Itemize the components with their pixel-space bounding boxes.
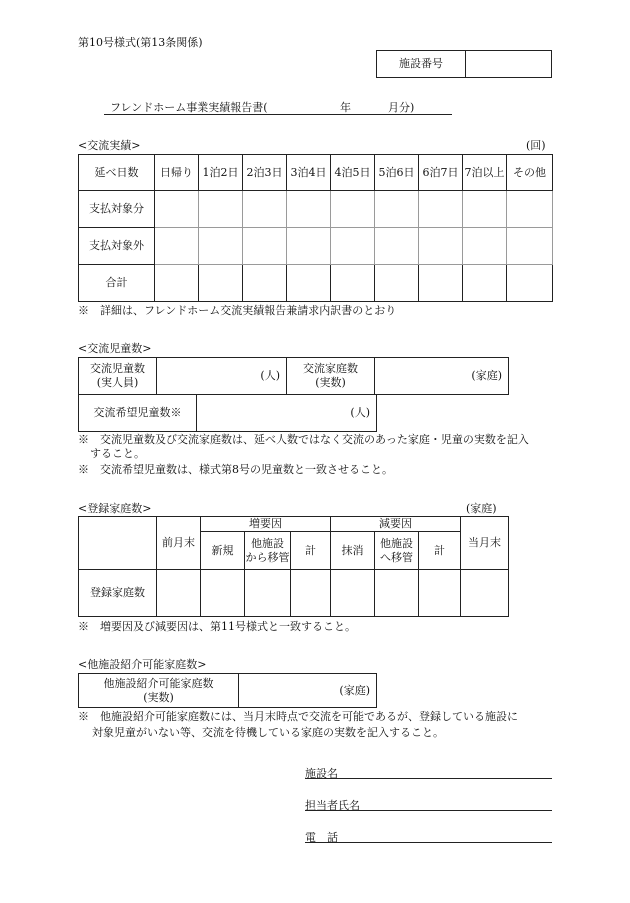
referral-table — [78, 673, 377, 708]
col-header: その他 — [507, 155, 553, 191]
row-label: 支払対象外 — [79, 228, 155, 265]
to-other-header: 他施設 へ移管 — [375, 532, 419, 570]
row-label: 合計 — [79, 265, 155, 302]
table-row — [79, 570, 509, 617]
hope-table — [78, 394, 377, 432]
input-cell[interactable] — [507, 191, 553, 228]
col-header: 3泊4日 — [287, 155, 331, 191]
input-cell[interactable] — [199, 228, 243, 265]
from-other-header: 他施設 から移管 — [245, 532, 291, 570]
referral-label: 他施設紹介可能家庭数 (実数) — [79, 674, 239, 708]
input-cell[interactable] — [243, 191, 287, 228]
hope-count-label: 交流希望児童数※ — [79, 395, 197, 432]
input-cell[interactable] — [419, 228, 463, 265]
input-cell[interactable] — [463, 191, 507, 228]
family-count-input[interactable] — [375, 358, 509, 395]
input-cell[interactable] — [199, 191, 243, 228]
person-field[interactable] — [305, 797, 552, 811]
input-cell[interactable] — [201, 570, 245, 617]
current-month-header: 当月末 — [461, 517, 509, 570]
input-cell[interactable] — [243, 265, 287, 302]
referral-note-line2: 対象児童がいない等、交流を待機している家庭の実数を記入すること。 — [92, 726, 444, 739]
children-note1-line1: ※ 交流児童数及び交流家庭数は、延べ人数ではなく交流のあった家庭・児童の実数を記入 — [78, 433, 529, 446]
title-main: フレンドホーム事業実績報告書( — [110, 101, 268, 114]
input-cell[interactable] — [287, 228, 331, 265]
input-cell[interactable] — [375, 570, 419, 617]
referral-input[interactable] — [239, 674, 377, 708]
title-underline — [104, 98, 452, 115]
form-number: 第10号様式(第13条関係) — [78, 36, 203, 49]
input-cell[interactable] — [287, 265, 331, 302]
children-heading: <交流児童数> — [78, 342, 152, 355]
facility-name-label: 施設名 — [305, 767, 338, 780]
exchange-note: ※ 詳細は、フレンドホーム交流実績報告兼請求内訳書のとおり — [78, 304, 397, 317]
person-label: 担当者氏名 — [305, 799, 360, 812]
col-header: 6泊7日 — [419, 155, 463, 191]
increase-total-header: 計 — [291, 532, 331, 570]
referral-unit: (家庭) — [339, 683, 370, 697]
phone-label: 電 話 — [305, 831, 338, 844]
input-cell[interactable] — [419, 265, 463, 302]
input-cell[interactable] — [463, 228, 507, 265]
registered-unit: (家庭) — [466, 502, 497, 515]
increase-header: 増要因 — [201, 517, 331, 532]
input-cell[interactable] — [157, 570, 201, 617]
input-cell[interactable] — [199, 265, 243, 302]
prev-month-header: 前月末 — [157, 517, 201, 570]
referral-heading: <他施設紹介可能家庭数> — [78, 658, 207, 671]
title-month: 月分) — [388, 101, 415, 114]
exchange-unit: (回) — [526, 139, 546, 152]
new-header: 新規 — [201, 532, 245, 570]
hope-count-input[interactable] — [197, 395, 377, 432]
input-cell[interactable] — [331, 265, 375, 302]
decrease-total-header: 計 — [419, 532, 461, 570]
input-cell[interactable] — [155, 265, 199, 302]
registered-corner — [79, 517, 157, 570]
children-table — [78, 357, 509, 395]
children-note1-line2: すること。 — [90, 447, 145, 460]
col-header: 延べ日数 — [79, 155, 155, 191]
input-cell[interactable] — [331, 191, 375, 228]
referral-note-line1: ※ 他施設紹介可能家庭数には、当月末時点で交流を可能であるが、登録している施設に — [78, 710, 518, 723]
input-cell[interactable] — [461, 570, 509, 617]
input-cell[interactable] — [243, 228, 287, 265]
input-cell[interactable] — [375, 191, 419, 228]
facility-name-field[interactable] — [305, 765, 552, 779]
col-header: 1泊2日 — [199, 155, 243, 191]
registered-row-label: 登録家庭数 — [79, 570, 157, 617]
registered-heading: <登録家庭数> — [78, 502, 152, 515]
facility-number-input[interactable] — [466, 51, 552, 78]
family-count-unit: (家庭) — [471, 369, 502, 383]
input-cell[interactable] — [245, 570, 291, 617]
col-header: 5泊6日 — [375, 155, 419, 191]
hope-count-unit: (人) — [350, 406, 370, 420]
input-cell[interactable] — [375, 228, 419, 265]
input-cell[interactable] — [155, 228, 199, 265]
col-header: 2泊3日 — [243, 155, 287, 191]
col-header: 4泊5日 — [331, 155, 375, 191]
input-cell[interactable] — [463, 265, 507, 302]
input-cell[interactable] — [375, 265, 419, 302]
table-row — [79, 228, 553, 265]
input-cell[interactable] — [287, 191, 331, 228]
child-count-label: 交流児童数 (実人員) — [79, 358, 157, 395]
table-row — [79, 265, 553, 302]
input-cell[interactable] — [507, 265, 553, 302]
input-cell[interactable] — [331, 570, 375, 617]
phone-field[interactable] — [305, 829, 552, 843]
input-cell[interactable] — [155, 191, 199, 228]
input-cell[interactable] — [419, 191, 463, 228]
delete-header: 抹消 — [331, 532, 375, 570]
exchange-table — [78, 154, 553, 302]
registered-note: ※ 増要因及び減要因は、第11号様式と一致すること。 — [78, 620, 356, 633]
input-cell[interactable] — [291, 570, 331, 617]
input-cell[interactable] — [507, 228, 553, 265]
child-count-unit: (人) — [260, 369, 280, 383]
family-count-label: 交流家庭数 (実数) — [287, 358, 375, 395]
exchange-header-row — [79, 155, 553, 191]
child-count-input[interactable] — [157, 358, 287, 395]
decrease-header: 減要因 — [331, 517, 461, 532]
table-row — [79, 191, 553, 228]
facility-number-box — [376, 50, 552, 78]
input-cell[interactable] — [331, 228, 375, 265]
title-year: 年 — [340, 101, 351, 114]
children-note2: ※ 交流希望児童数は、様式第8号の児童数と一致させること。 — [78, 463, 393, 476]
exchange-heading: <交流実績> — [78, 139, 141, 152]
col-header: 7泊以上 — [463, 155, 507, 191]
facility-number-label: 施設番号 — [377, 51, 466, 78]
col-header: 日帰り — [155, 155, 199, 191]
registered-table — [78, 516, 509, 617]
input-cell[interactable] — [419, 570, 461, 617]
row-label: 支払対象分 — [79, 191, 155, 228]
